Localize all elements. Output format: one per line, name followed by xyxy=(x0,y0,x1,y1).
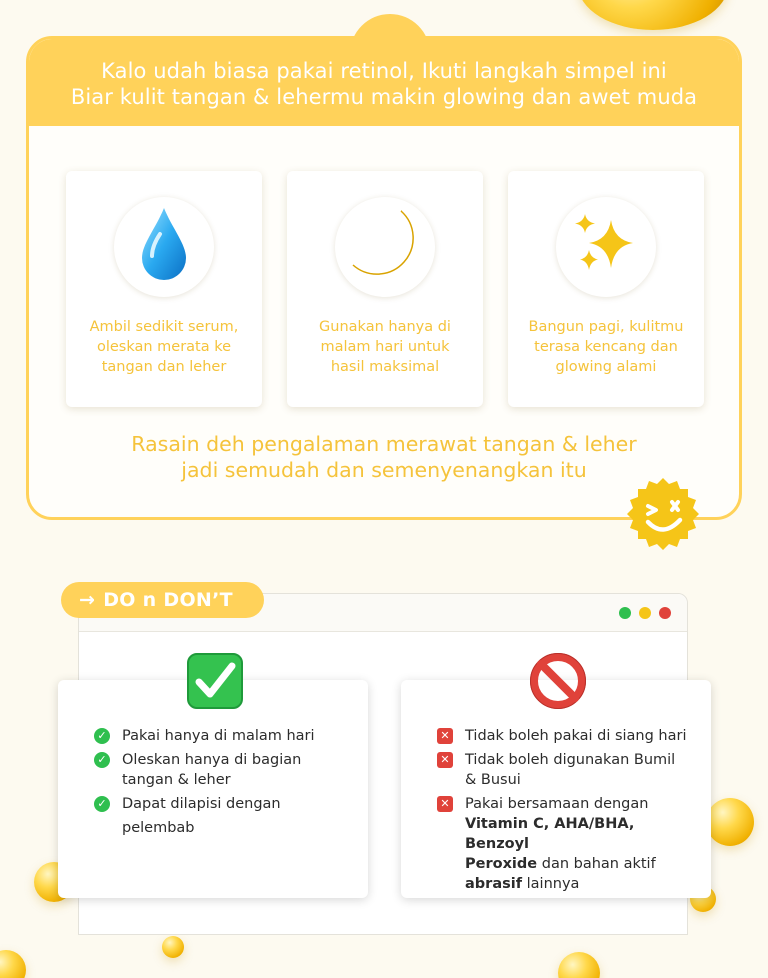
step-text-line: Gunakan hanya di xyxy=(319,319,451,335)
decorative-orb xyxy=(0,950,26,978)
step-text-line: Ambil sedikit serum, xyxy=(89,319,239,335)
step-card-night xyxy=(287,171,483,407)
crescent-moon-icon xyxy=(345,205,425,289)
check-circle-icon: ✓ xyxy=(94,752,110,768)
dont-item-text: Pakai bersamaan dengan Vitamin C, AHA/BHA, Benzoyl Peroxide dan bahan aktif abrasif lainnya xyxy=(465,796,656,892)
dont-list xyxy=(437,726,697,898)
step-text-line: glowing alami xyxy=(555,359,657,375)
step-text-line: oleskan merata ke xyxy=(96,339,232,355)
dont-item xyxy=(437,794,697,894)
dont-item xyxy=(437,750,697,790)
prohibited-icon xyxy=(529,652,587,710)
check-circle-icon: ✓ xyxy=(94,728,110,744)
dont-item-text: Tidak boleh digunakan Bumil & Busui xyxy=(465,752,676,788)
dont-item-text: Tidak boleh pakai di siang hari xyxy=(465,728,687,744)
step-text-line: malam hari untuk xyxy=(320,339,450,355)
do-dont-title: DO n DON’T xyxy=(103,589,233,611)
window-dot-red xyxy=(659,607,671,619)
footer-line-1: Rasain deh pengalaman merawat tangan & leher xyxy=(131,432,637,456)
arrow-right-icon: → xyxy=(79,589,96,611)
step-icon-circle xyxy=(114,197,214,297)
decorative-orb xyxy=(706,798,754,846)
do-dont-title-pill xyxy=(61,582,264,618)
window-dot-yellow xyxy=(639,607,651,619)
step-text xyxy=(518,317,694,377)
step-text-line: terasa kencang dan xyxy=(534,339,678,355)
step-icon-circle xyxy=(335,197,435,297)
do-item-text: Oleskan hanya di bagian tangan & leher xyxy=(122,752,302,788)
step-text xyxy=(297,317,473,377)
cross-box-icon: ✕ xyxy=(437,728,453,744)
header-line-2: Biar kulit tangan & lehermu makin glowing dan awet muda xyxy=(70,84,698,109)
card-header xyxy=(29,39,739,126)
decorative-orb xyxy=(558,952,600,978)
check-circle-icon: ✓ xyxy=(94,796,110,812)
footer-line-2: jadi semudah dan semenyenangkan itu xyxy=(181,458,587,482)
step-card-morning xyxy=(508,171,704,407)
decorative-orb xyxy=(578,0,728,30)
step-text-line: tangan dan leher xyxy=(101,359,227,375)
retinol-steps-card xyxy=(26,36,742,520)
decorative-orb xyxy=(162,936,184,958)
do-item-text: Dapat dilapisi dengan pelembab xyxy=(122,796,281,836)
header-line-1: Kalo udah biasa pakai retinol, Ikuti langkah simpel ini xyxy=(101,58,667,83)
step-text xyxy=(76,317,252,377)
do-item xyxy=(94,726,354,746)
do-item xyxy=(94,794,354,840)
dont-panel xyxy=(401,680,711,898)
cross-box-icon: ✕ xyxy=(437,796,453,812)
do-item-text: Pakai hanya di malam hari xyxy=(122,728,315,744)
check-mark-button-icon xyxy=(186,652,244,710)
do-item xyxy=(94,750,354,790)
do-list xyxy=(94,726,354,844)
cross-box-icon: ✕ xyxy=(437,752,453,768)
step-card-serum xyxy=(66,171,262,407)
smiley-badge-icon xyxy=(624,476,702,554)
dont-item xyxy=(437,726,697,746)
sparkles-icon xyxy=(571,210,641,284)
water-drop-icon xyxy=(138,206,190,288)
window-dot-green xyxy=(619,607,631,619)
step-icon-circle xyxy=(556,197,656,297)
do-panel xyxy=(58,680,368,898)
step-text-line: hasil maksimal xyxy=(330,359,440,375)
step-text-line: Bangun pagi, kulitmu xyxy=(528,319,684,335)
